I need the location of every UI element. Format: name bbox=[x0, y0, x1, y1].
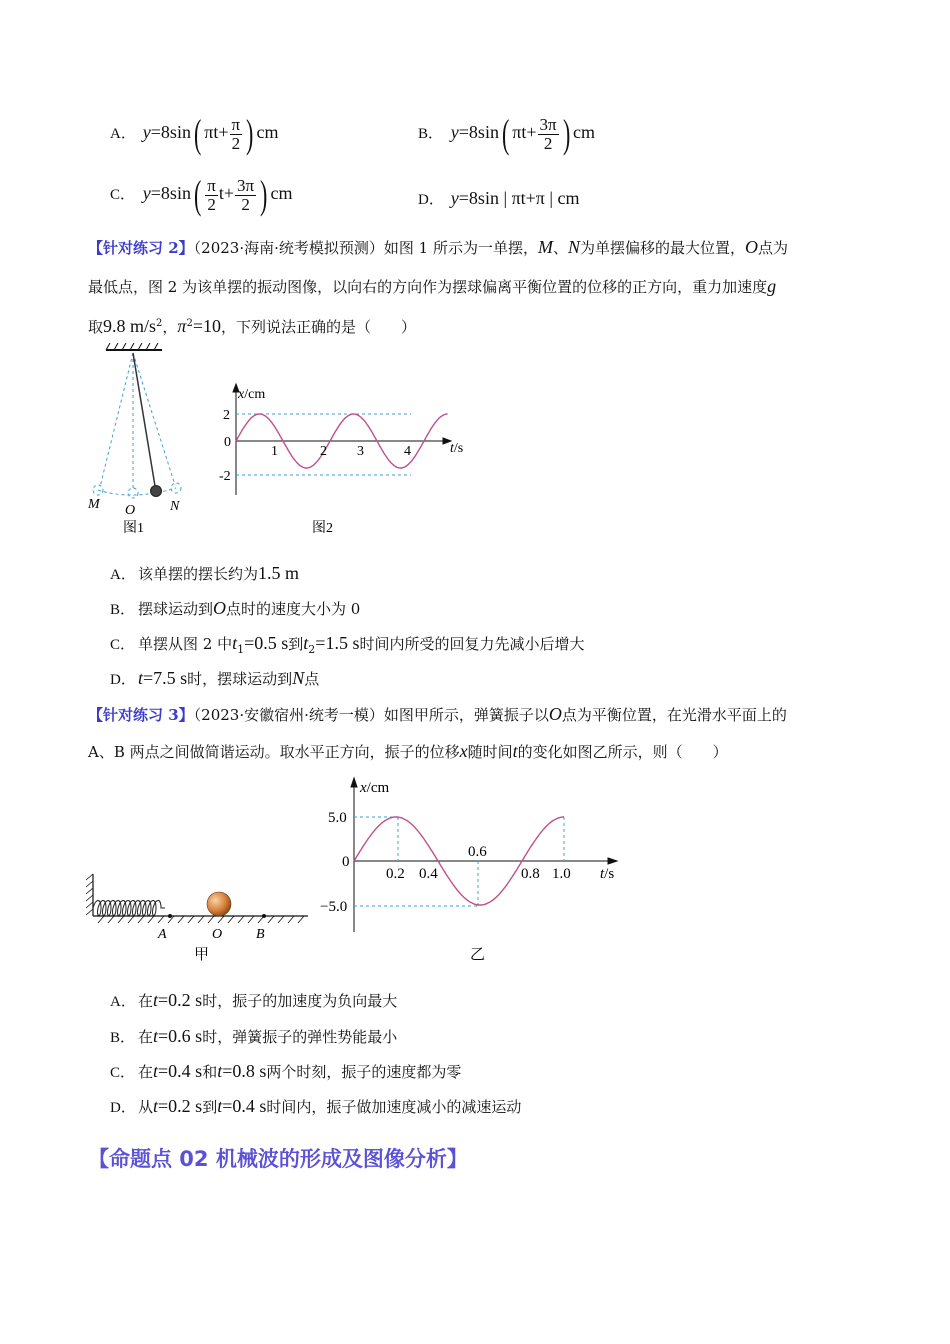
section-title: 【命题点 02 机械波的形成及图像分析】 bbox=[88, 1147, 468, 1171]
fig1-caption: 图1 bbox=[123, 521, 144, 536]
q3-option-d: D． 从t=0.2 s到t=0.4 s时间内，振子做加速度减小的减速运动 bbox=[110, 1096, 522, 1116]
label-b: B bbox=[256, 927, 265, 942]
yi-xtick-0.4: 0.4 bbox=[419, 866, 438, 882]
label-o: O bbox=[125, 503, 136, 518]
option-b: B． y=8sin( πt+ $\frac{3\pi}{2}$ ) cm bbox=[418, 111, 595, 156]
oscillator-ball bbox=[207, 892, 231, 916]
q2-stem-line3: 取9.8 $m/s^2$，$\pi^2=10$，下列说法正确的是（ ） bbox=[88, 316, 416, 336]
fraction: $\frac{3\pi}{2}$ bbox=[539, 114, 557, 153]
q3-option-a: A． 在t=0.2 s时，振子的加速度为负向最大 bbox=[110, 990, 398, 1010]
yi-ylabel: x/cm bbox=[360, 780, 390, 796]
yi-ytick-bottom: −5.0 bbox=[320, 899, 348, 915]
label-a: A bbox=[158, 927, 167, 942]
spring-coil bbox=[93, 901, 165, 916]
fig2-xtick-1: 1 bbox=[271, 444, 278, 459]
fig2-xlabel: t/s bbox=[450, 441, 464, 456]
yi-xtick-0.2: 0.2 bbox=[386, 866, 405, 882]
fig-jia-caption: 甲 bbox=[194, 947, 210, 963]
q3-option-b: B． 在t=0.6 s时，弹簧振子的弹性势能最小 bbox=[110, 1026, 398, 1046]
spring-figure bbox=[84, 870, 314, 965]
q2-option-d: D． t=7.5 s时，摆球运动到N点 bbox=[110, 668, 320, 688]
label-m: M bbox=[88, 497, 100, 512]
q3-stem-line2: A、B 两点之间做简谐运动。取水平正方向，振子的位移x随时间t的变化如图乙所示，则（ ） bbox=[88, 741, 728, 761]
q3-stem-line1: 【针对练习 3】（2023·安徽宿州·统考一模）如图甲所示，弹簧振子以O点为平衡位置，在光滑水平面上的 bbox=[88, 704, 787, 724]
yi-xtick-1.0: 1.0 bbox=[552, 866, 571, 882]
fig2-ytick-top: 2 bbox=[223, 408, 230, 423]
q2-stem-line1: 【针对练习 2】（2023·海南·统考模拟预测）如图 1 所示为一单摆，M、N为单摆偏移的最大位置，O点为 bbox=[88, 237, 789, 257]
fraction: $\frac{\pi}{2}$ bbox=[207, 175, 216, 214]
q2-option-c: C． 单摆从图 2 中$t_1=0.5$ s到$t_2=1.5$ s时间内所受的回复力先减小后增大 bbox=[110, 633, 585, 656]
label-o: O bbox=[212, 927, 223, 942]
fig2-caption: 图2 bbox=[312, 521, 333, 536]
q2-option-b: B． 摆球运动到O点时的速度大小为 0 bbox=[110, 598, 361, 618]
fig2-ytick-zero: 0 bbox=[224, 435, 231, 450]
q3-option-c: C． 在t=0.4 s和t=0.8 s两个时刻，振子的速度都为零 bbox=[110, 1061, 462, 1081]
label-n: N bbox=[170, 499, 180, 514]
fig2-xtick-2: 2 bbox=[320, 444, 327, 459]
fig2-graph bbox=[215, 380, 475, 540]
pendulum-figure bbox=[80, 343, 200, 543]
yi-xlabel: t/s bbox=[600, 866, 615, 882]
fig2-xtick-3: 3 bbox=[357, 444, 364, 459]
fraction: $\frac{\pi}{2}$ bbox=[231, 114, 241, 153]
option-d: D． y=8sin | πt+π | cm bbox=[418, 188, 580, 208]
yi-ytick-zero: 0 bbox=[342, 854, 350, 870]
yi-xtick-0.8: 0.8 bbox=[521, 866, 540, 882]
option-a: A． y=8sin( πt+ $\frac{\pi}{2}$ ) cm bbox=[110, 111, 279, 156]
q2-option-a: A． 该单摆的摆长约为1.5 m bbox=[110, 563, 300, 583]
yi-ytick-top: 5.0 bbox=[328, 810, 347, 826]
fig-yi-graph bbox=[310, 772, 630, 967]
fig2-ytick-bottom: -2 bbox=[219, 469, 231, 484]
fig2-xtick-4: 4 bbox=[404, 444, 411, 459]
q2-stem-line2: 最低点，图 2 为该单摆的振动图像，以向右的方向作为摆球偏离平衡位置的位移的正方向，重力加速度g bbox=[88, 276, 777, 296]
yi-xtick-0.6: 0.6 bbox=[468, 844, 487, 860]
fraction: $\frac{3\pi}{2}$ bbox=[237, 175, 255, 214]
fig-yi-caption: 乙 bbox=[470, 947, 486, 963]
fig2-ylabel: x/cm bbox=[238, 387, 266, 402]
option-c: C． y=8sin( $\frac{\pi}{2}$ t+ $\frac{3\pi}{2}$ ) cm bbox=[110, 172, 293, 217]
